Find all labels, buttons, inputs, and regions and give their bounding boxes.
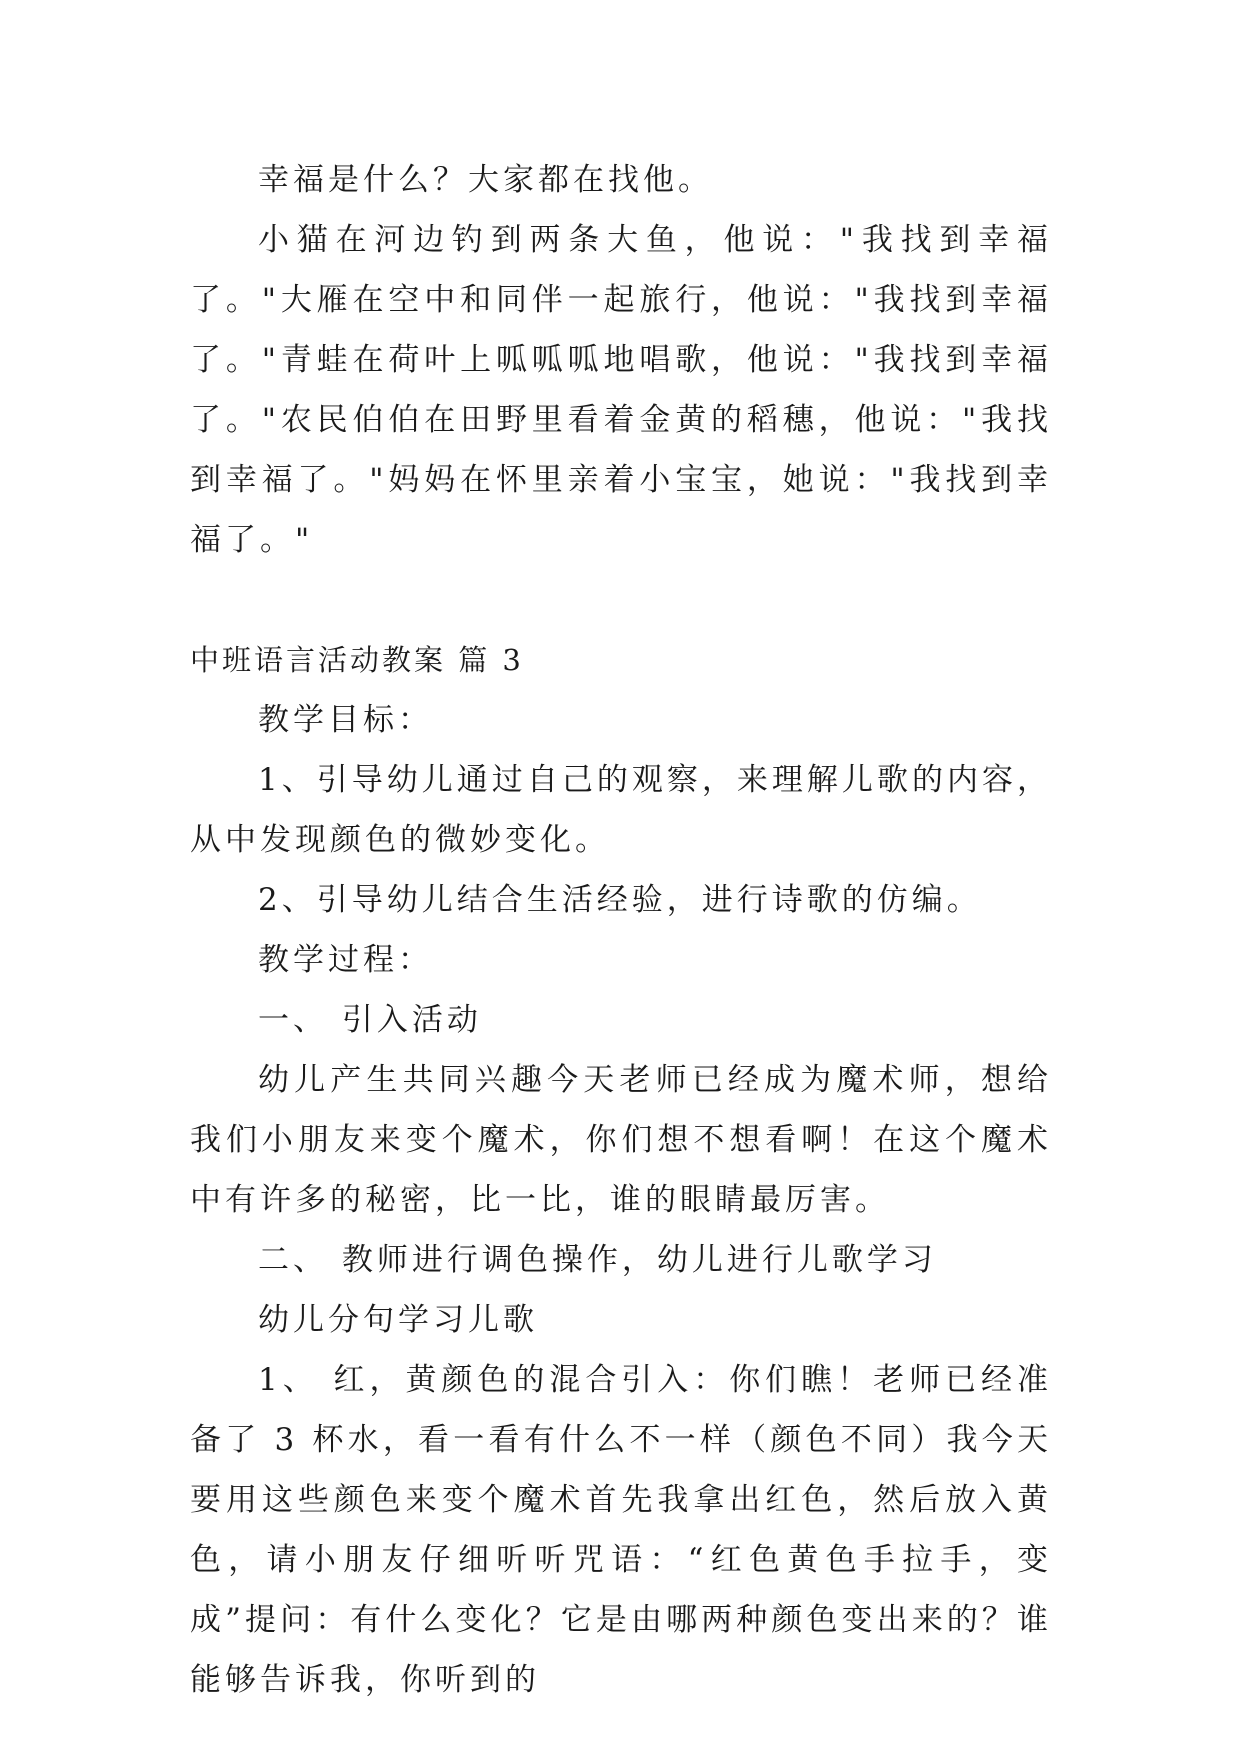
paragraph: 二、 教师进行调色操作，幼儿进行儿歌学习 bbox=[258, 1242, 937, 1278]
paragraph: 小猫在河边钓到两条大鱼，他说："我找到幸福了。"大雁在空中和同伴一起旅行，他说："我找到幸福了。"青蛙在荷叶上呱呱呱地唱歌，他说："我找到幸福了。"农民伯伯在田野里看着金黄的稻穗，他说："我找到幸福了。"妈妈在怀里亲着小宝宝，她说："我找到幸福了。" bbox=[190, 222, 1052, 558]
paragraph: 一、 引入活动 bbox=[258, 1002, 482, 1038]
paragraph: 1、引导幼儿通过自己的观察，来理解儿歌的内容，从中发现颜色的微妙变化。 bbox=[190, 762, 1052, 858]
paragraph: 教学目标： bbox=[258, 702, 433, 738]
paragraph: 幼儿产生共同兴趣今天老师已经成为魔术师，想给我们小朋友来变个魔术，你们想不想看啊！在这个魔术中有许多的秘密，比一比，谁的眼睛最厉害。 bbox=[190, 1062, 1052, 1218]
paragraph: 2、引导幼儿结合生活经验，进行诗歌的仿编。 bbox=[258, 882, 982, 918]
paragraph: 幼儿分句学习儿歌 bbox=[258, 1302, 538, 1338]
paragraph: 教学过程： bbox=[258, 942, 433, 978]
paragraph: 幸福是什么？大家都在找他。 bbox=[258, 162, 713, 198]
section-heading: 中班语言活动教案 篇 3 bbox=[190, 643, 524, 677]
section-spacer bbox=[190, 570, 1052, 630]
document-body bbox=[190, 150, 1052, 1710]
paragraph: 1、 红，黄颜色的混合引入：你们瞧！老师已经准备了 3 杯水，看一看有什么不一样（颜色不同）我今天要用这些颜色来变个魔术首先我拿出红色，然后放入黄色，请小朋友仔细听听咒语：“红色黄色手拉手，变成”提问：有什么变化？它是由哪两种颜色变出来的？谁能够告诉我，你听到的 bbox=[190, 1362, 1052, 1698]
